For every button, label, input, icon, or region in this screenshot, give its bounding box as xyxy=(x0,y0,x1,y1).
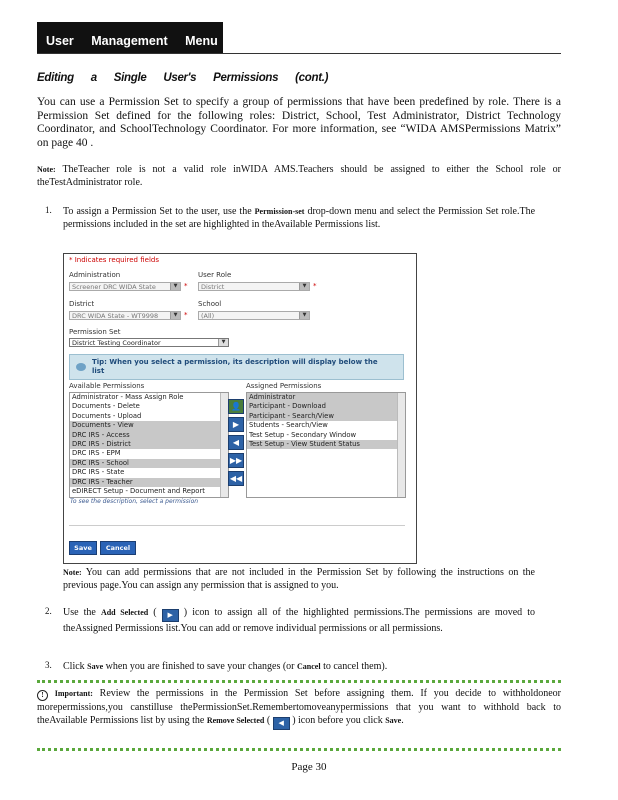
scrollbar[interactable] xyxy=(397,393,405,497)
important-keyword: Remove Selected xyxy=(206,716,265,725)
cancel-button[interactable]: Cancel xyxy=(100,541,136,555)
note-2 xyxy=(63,566,535,592)
school-label: School xyxy=(198,300,222,308)
important-text: icon before you click xyxy=(298,715,383,726)
important-icon: ! xyxy=(37,690,48,701)
step-keyword: Cancel xyxy=(297,662,321,671)
dotted-rule-top xyxy=(37,680,561,683)
note-label: Note: xyxy=(37,165,56,174)
note-text: You can add permissions that are not included in the Permission Set by following the instructions on the previous page.You can assign any permission that is assigned to you. xyxy=(63,567,535,591)
list-item[interactable]: Administrator - Mass Assign Role xyxy=(72,393,184,401)
list-item[interactable]: eDIRECT Setup - Document and Report xyxy=(72,486,205,495)
list-item[interactable]: DRC IRS - EPM xyxy=(72,449,121,458)
important-text: . xyxy=(401,715,404,726)
step-number: 1. xyxy=(45,205,52,215)
list-item[interactable]: Test Setup - View Student Status xyxy=(247,440,405,449)
step-post: to cancel them). xyxy=(323,661,388,672)
administration-label: Administration xyxy=(69,271,121,279)
required-note: * Indicates required fields xyxy=(69,256,159,264)
list-item[interactable]: DRC IRS - District xyxy=(70,440,228,449)
list-item[interactable]: DRC IRS - Access xyxy=(70,431,228,440)
add-all-icon[interactable]: ▶▶ xyxy=(228,453,244,468)
step-1 xyxy=(37,205,561,231)
district-label: District xyxy=(69,300,95,308)
user-role-label: User Role xyxy=(198,271,232,279)
step-pre: Use the xyxy=(63,607,96,618)
info-icon xyxy=(76,363,86,371)
list-item[interactable]: Test Setup - Secondary Window xyxy=(249,430,357,439)
step-pre: Click xyxy=(63,661,85,672)
header-tab: User Management Menu xyxy=(37,22,223,54)
step-post: drop-down menu and select the Permission Set role.The permissions included in the set are highlighted in theAvailable Permissions list. xyxy=(63,206,536,230)
chevron-down-icon: ▼ xyxy=(170,283,180,290)
step-pre: To assign a Permission Set to the user, use the xyxy=(63,206,252,217)
step-number: 3. xyxy=(45,660,52,670)
tip-text: Tip: When you select a permission, its description will display below the list xyxy=(92,358,378,375)
note-text: TheTeacher role is not a valid role inWIDA AMS.Teachers should be assigned to either the School role or theTestAdministrator role. xyxy=(37,164,561,188)
add-selected-icon[interactable]: ▶ xyxy=(228,417,244,432)
list-item[interactable]: DRC IRS - School xyxy=(70,459,228,468)
step-3 xyxy=(37,660,561,673)
required-asterisk: * xyxy=(313,282,317,290)
chevron-down-icon: ▼ xyxy=(218,339,228,346)
school-value: (All) xyxy=(201,312,215,320)
users-icon[interactable]: 👤 xyxy=(228,399,244,414)
remove-selected-icon[interactable]: ◀ xyxy=(228,435,244,450)
list-item[interactable]: Participant - Download xyxy=(247,402,405,411)
assigned-permissions-list[interactable] xyxy=(246,392,406,498)
list-item[interactable]: Participant - Search/View xyxy=(247,412,405,421)
step-text: Use the Add Selected ( ▶ ) icon to assign all of the highlighted permissions.The permissions are moved to theAssigned Permissions list.You can add or remove individual permissions or all permissions. xyxy=(63,607,535,634)
step-number: 2. xyxy=(45,606,52,616)
step-2 xyxy=(37,606,561,635)
district-value: DRC WIDA State - WT9998 xyxy=(72,312,159,320)
list-item[interactable]: DRC IRS - State xyxy=(72,468,125,477)
step-text xyxy=(63,205,535,231)
permission-set-select[interactable] xyxy=(69,338,229,347)
list-item[interactable]: Documents - Upload xyxy=(72,411,142,420)
assigned-permissions-label: Assigned Permissions xyxy=(246,382,322,390)
district-select[interactable] xyxy=(69,311,181,320)
chevron-down-icon: ▼ xyxy=(299,283,309,290)
header-rule xyxy=(37,53,561,54)
important-box: ! Important: Review the permissions in the Permission Set before assigning them. If you decide to withholdoneor morepermissions,you canstilluse thePermissionSet.Remembertomoveanypermissions that you want to withhold back to theAvailable Permissions list by using the Remove Selected ( ◀ ) icon before you click Save. xyxy=(37,687,561,730)
note-1 xyxy=(37,163,561,189)
list-item[interactable]: Documents - View xyxy=(70,421,228,430)
list-item[interactable]: Students - Search/View xyxy=(249,421,328,430)
list-item[interactable]: Administrator xyxy=(247,393,405,402)
step-post: icon to assign all of the highlighted permissions.The permissions are moved to theAssigned Permissions list.You can add or remove individual permissions or all permissions. xyxy=(63,607,535,634)
dotted-rule-bottom xyxy=(37,748,561,751)
chevron-down-icon: ▼ xyxy=(170,312,180,319)
permission-set-value: District Testing Coordinator xyxy=(72,339,161,347)
important-text: Review the permissions in the Permission Set before assigning them. If you decide to withholdoneor morepermissions,you canstilluse thePermissionSet.Remembertomoveanypermissions that you want to withhold back to theAvailable Permissions list by using the xyxy=(37,688,562,726)
available-permissions-label: Available Permissions xyxy=(69,382,145,390)
step-mid: when you are finished to save your changes (or xyxy=(105,661,295,672)
step-keyword: Permission-set xyxy=(254,207,305,216)
intro-paragraph: You can use a Permission Set to specify a group of permissions that have been predefined by role. There is a Permission Set defined for the following roles: District, School, Test Administrator, District Technology Coordinator, and SchoolTechnology Coordinator. For more information, see “WIDA AMSPermissions Matrix” on page 40 . xyxy=(37,96,561,149)
list-item[interactable]: DRC IRS - Teacher xyxy=(70,478,228,487)
important-label: Important: xyxy=(54,689,93,698)
step-keyword: Save xyxy=(87,662,104,671)
step-text xyxy=(63,660,535,673)
administration-select[interactable] xyxy=(69,282,181,291)
required-asterisk: * xyxy=(184,282,188,290)
remove-selected-icon: ◀ xyxy=(273,717,290,730)
add-selected-icon: ▶ xyxy=(162,609,179,622)
save-button[interactable]: Save xyxy=(69,541,97,555)
section-title: Editing a Single User's Permissions (cont.) xyxy=(37,72,329,84)
note-label: Note: xyxy=(63,568,82,577)
remove-all-icon[interactable]: ◀◀ xyxy=(228,471,244,486)
list-item[interactable]: Documents - Delete xyxy=(72,402,140,411)
permission-set-label: Permission Set xyxy=(69,328,121,336)
required-asterisk: * xyxy=(184,311,188,319)
tip-banner xyxy=(69,354,404,380)
form-divider xyxy=(69,525,405,526)
user-role-value: District xyxy=(201,283,225,291)
step-keyword: Add Selected xyxy=(100,608,149,617)
permission-form xyxy=(63,253,417,564)
page-number: Page 30 xyxy=(291,761,327,773)
scrollbar[interactable] xyxy=(220,393,228,497)
chevron-down-icon: ▼ xyxy=(299,312,309,319)
available-permissions-list[interactable] xyxy=(69,392,229,498)
important-keyword: Save xyxy=(385,716,402,725)
school-select[interactable] xyxy=(198,311,310,320)
user-role-select[interactable] xyxy=(198,282,310,291)
administration-value: Screener DRC WIDA State xyxy=(72,283,156,291)
description-hint: To see the description, select a permission xyxy=(70,498,199,505)
